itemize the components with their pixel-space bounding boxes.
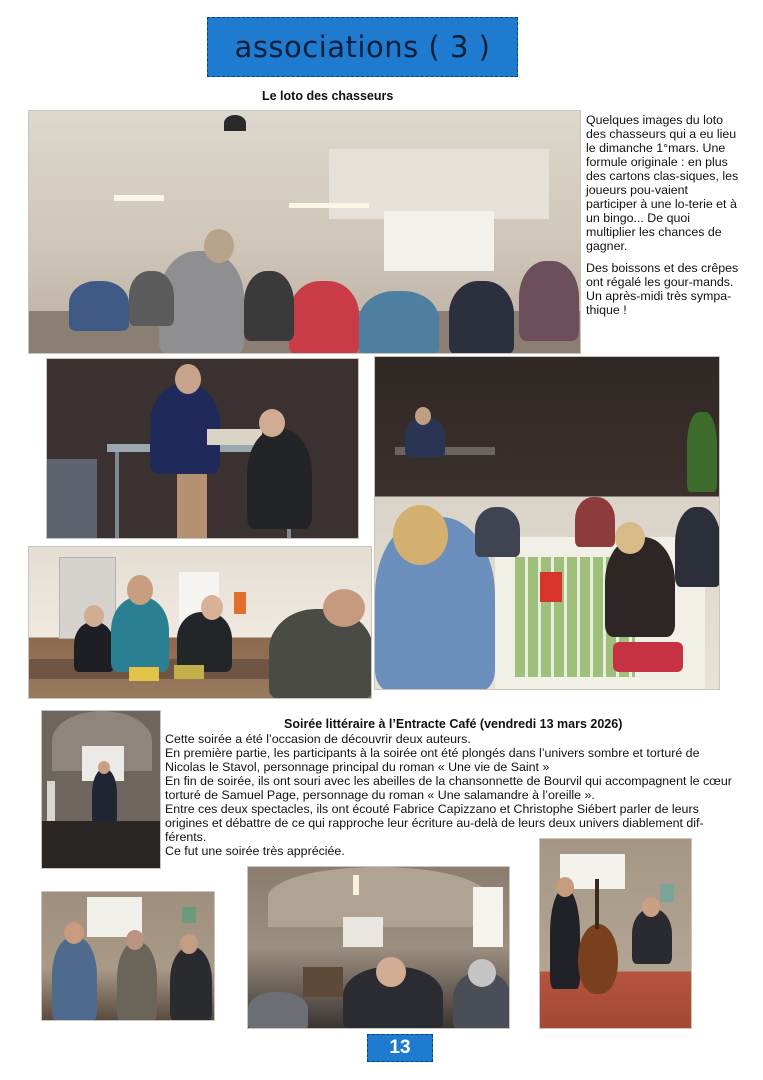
loto-paragraph: Des boissons et des crêpes ont régalé les gour-mands. [586, 261, 739, 289]
soiree-heading: Soirée littéraire à l’Entracte Café (vendredi 13 mars 2026) [284, 717, 623, 731]
section-title-banner [207, 17, 518, 77]
plant-icon [687, 412, 717, 492]
page-number: 13 [389, 1037, 411, 1058]
soiree-vault-photo [247, 866, 510, 1029]
loto-text [586, 113, 742, 317]
double-bass-icon [578, 924, 618, 994]
page-number-badge [367, 1034, 433, 1062]
soiree-paragraph: En fin de soirée, ils ont souri avec les abeilles de la chansonnette de Bourvil qui accompagnent le cœur torturé de Samuel Page, personnage du roman « Une salamandre à l’oreille ». [165, 774, 732, 802]
loto-bar-photo [28, 546, 372, 699]
loto-hall-photo [28, 110, 581, 354]
soiree-cellar-photo [41, 710, 161, 869]
ceiling-lamp-icon [353, 875, 359, 895]
loto-players-photo [374, 356, 720, 690]
loto-heading: Le loto des chasseurs [262, 89, 394, 103]
soiree-paragraph: Ce fut une soirée très appréciée. [165, 844, 345, 858]
soiree-paragraph: En première partie, les participants à la soirée ont été plongés dans l’univers sombre et torturé de Nicolas le Stavol, personnage principal du roman « Une vie de Saint » [165, 746, 700, 774]
ceiling-lamp-icon [224, 115, 246, 131]
soiree-paragraph: Entre ces deux spectacles, ils ont écouté Fabrice Capizzano et Christophe Siébert parler de leurs origines et débattre de ce qui rapproche leur écriture au-delà de leurs deux univers diablement dif-férents. [165, 802, 704, 844]
soiree-bass-photo [539, 838, 692, 1029]
soiree-paragraph: Cette soirée a été l’occasion de découvrir deux auteurs. [165, 732, 471, 746]
soiree-authors-photo [41, 891, 215, 1021]
loto-speaker-photo [46, 358, 359, 539]
loto-paragraph: Quelques images du loto des chasseurs qui a eu lieu le dimanche 1°mars. Une formule originale : en plus des cartons clas-siques, les joueurs pou-vaient participer à une lo-terie et à un bingo... De quoi multiplier les chances de gagner. [586, 113, 739, 253]
section-title: associations ( 3 ) [234, 30, 491, 64]
loto-paragraph: Un après-midi très sympa-thique ! [586, 289, 732, 317]
